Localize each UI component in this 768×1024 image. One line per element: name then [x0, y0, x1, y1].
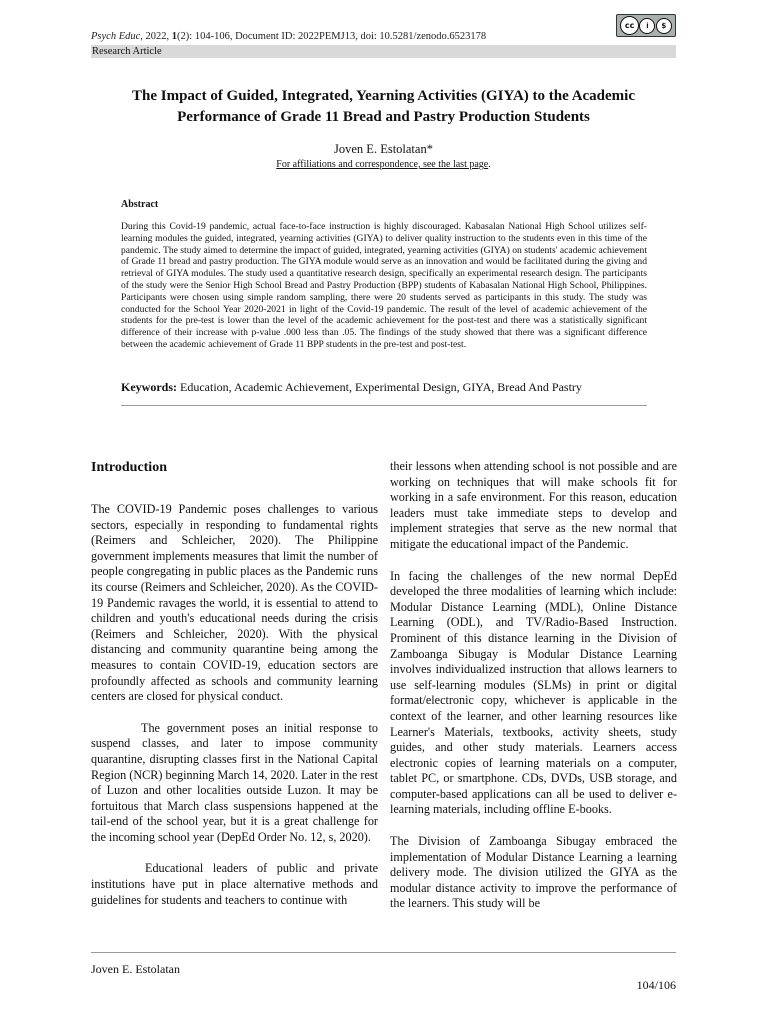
noncommercial-icon: $ — [656, 18, 672, 34]
keywords-divider — [121, 405, 647, 406]
cc-license-badge[interactable] — [616, 14, 676, 37]
volume-number: 1 — [171, 31, 178, 42]
page-number: 104/106 — [636, 978, 676, 992]
abstract-text: During this Covid-19 pandemic, actual face-to-face instruction is highly discouraged. Kabasalan National High School utilizes self-learning modules the guided, integrated, yearning activities (GIYA) to deliver quality instruction to the students even in this time of the pandemic. The study aimed to determine the impact of guided, integrated, yearning activities (GIYA) on students' academic achievement of Grade 11 bread and pastry production. The GIYA module would serve as an innovation and would be facilitated during the giving and retrieval of GIYA modules. The study used a quantitative research design, specifically an experimental research design. The participants of the study were the Senior High School Bread and Pastry Production (BPP) students of Kabasalan National High School, Philippines. Participants were chosen using simple random sampling, there were 20 students served as participants in this study. The study was conducted for the School Year 2020-2021 in light of the Covid-19 pandemic. The result of the level of academic achievement of the students for the pre-test is lower than the level of the academic achievement for the post-test and there was a statistically significant difference of their increase with p-value .000 less than .05. The findings of the study showed that there was a significant difference between the academic achievement of Grade 11 BPP students in the pre-test and post-test. — [121, 221, 647, 350]
intro-paragraph: Educational leaders of public and private institutions have put in place alternative methods and guidelines for students and teachers to continue with — [91, 861, 378, 907]
citation-details: (2): 104-106, Document ID: 2022PEMJ13, doi: 10.5281/zenodo.6523178 — [177, 31, 487, 42]
cc-icon: cc — [620, 16, 639, 35]
paper-title: The Impact of Guided, Integrated, Yearning Activities (GIYA) to the Academic Performance of Grade 11 Bread and Pastry Production Students — [131, 88, 636, 125]
keywords-text: Education, Academic Achievement, Experimental Design, GIYA, Bread And Pastry — [180, 380, 582, 394]
intro-paragraph: The COVID-19 Pandemic poses challenges to various sectors, especially in responding to fundamental rights (Reimers and Schleicher, 2020). The Philippine government implements measures that limit the number of people congregating in public places as the Pandemic runs its course (Reimers and Schleicher, 2020). As the COVID-19 Pandemic ravages the world, it is essential to attend to children and youth's educational needs during the crisis (Reimers and Schleicher, 2020). With the physical distancing and community quarantine being among the measures to contain COVID-19, education sectors are profoundly affected as schools and community learning centers are closed for physical conduct. — [91, 502, 378, 704]
citation-year: , 2022, — [140, 31, 172, 42]
intro-paragraph: The Division of Zamboanga Sibugay embraced the implementation of Modular Distance Learning a learning delivery mode. The division utilized the GIYA as the modular distance activity to improve the performance of the learners. This study will be — [390, 834, 677, 911]
abstract-heading: Abstract — [121, 199, 159, 210]
intro-paragraph: The government poses an initial response to suspend classes, and later to impose community quarantine, disrupting classes first in the National Capital Region (NCR) beginning March 14, 2020. Later in the rest of Luzon and other localities outside Luzon. It may be fortuitous that March class suspensions happened at the tail-end of the school year, but it is a great challenge for the incoming school year (DepEd Order No. 12, s, 2020). — [91, 720, 378, 844]
keywords-label: Keywords: — [121, 380, 177, 394]
journal-name: Psych Educ — [91, 31, 141, 42]
affiliation-link[interactable]: For affiliations and correspondence, see the last page — [276, 159, 489, 170]
right-column — [390, 459, 677, 928]
attribution-icon: i — [639, 18, 655, 34]
citation-line — [91, 31, 486, 42]
introduction-heading: Introduction — [91, 460, 167, 475]
author-name: Joven E. Estolatan* — [334, 142, 433, 156]
footer-author: Joven E. Estolatan — [91, 962, 180, 976]
left-column — [91, 502, 378, 924]
keywords — [121, 380, 661, 395]
affiliation-note[interactable]: For affiliations and correspondence, see the last page. — [276, 159, 491, 170]
footer-divider — [91, 952, 676, 953]
intro-paragraph: their lessons when attending school is not possible and are working on techniques that will make schools fit for working in a safe environment. For this reason, education leaders must take immediate steps to develop and implement strategies that serve as the new normal that mitigate the educational impact of the Pandemic. — [390, 459, 677, 551]
article-type: Research Article — [92, 46, 162, 57]
intro-paragraph: In facing the challenges of the new normal DepEd developed the three modalities of learning which include: Modular Distance Learning (MDL), Online Distance Learning (ODL), and TV/Radio-Based Instruction. Prominent of this distance learning in the Division of Zamboanga Sibugay is Modular Distance Learning involves individualized instruction that allows learners to use self-learning modules (SLMs) in print or digital format/electronic copy, whichever is applicable in the context of the learner, and other learning resources like Learner's Materials, textbooks, activity sheets, study guides, and other study materials. Learners access electronic copies of learning materials on a computer, tablet PC, or smartphone. CDs, DVDs, USB storage, and computer-based applications can all be used to deliver e-learning materials, including offline E-books. — [390, 568, 677, 817]
article-type-bar — [91, 45, 676, 58]
